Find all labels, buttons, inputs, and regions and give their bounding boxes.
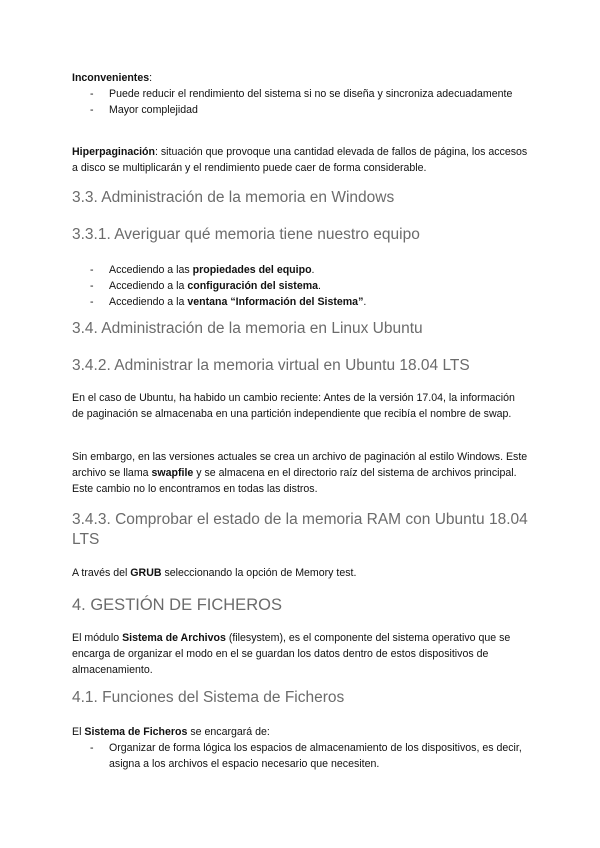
list-item-text: Accediendo a la: [109, 296, 188, 308]
list-item: [72, 102, 528, 118]
list-item-bold: ventana “Información del Sistema”: [187, 296, 364, 308]
hiperpaginacion-term: Hiperpaginación: [72, 146, 155, 158]
heading-3-4-3: 3.4.3. Comprobar el estado de la memoria RAM con Ubuntu 18.04 LTS: [72, 511, 528, 548]
sistema-de-archivos-term: Sistema de Archivos: [122, 632, 226, 644]
inconvenientes-colon: :: [149, 72, 153, 84]
list-item: [72, 262, 528, 278]
ubuntu-paragraph-1: En el caso de Ubuntu, ha habido un cambio reciente: Antes de la versión 17.04, la información de paginación se almacenaba en una partición independiente que recibía el nombre de swap.: [72, 392, 515, 420]
paragraph-text: (filesystem), es el componente del sistema operativo que se encarga de organizar el modo en el se guardan los datos dentro de estos dispositivos de almacenamiento.: [72, 632, 511, 676]
sistema-de-ficheros-term: Sistema de Ficheros: [84, 726, 188, 738]
paragraph-text: El: [72, 726, 85, 738]
heading-4: 4. GESTIÓN DE FICHEROS: [72, 596, 282, 614]
list-item: [72, 86, 528, 102]
list-item-text: Accediendo a las: [109, 264, 193, 276]
list-item-text: Mayor complejidad: [109, 104, 198, 116]
inconvenientes-list: [72, 86, 528, 118]
list-item-text: .: [311, 264, 315, 276]
inconvenientes-label: Inconvenientes: [72, 72, 150, 84]
hiperpaginacion-text: : situación que provoque una cantidad elevada de fallos de página, los accesos a disco se multiplicarán y el rendimiento puede caer de forma considerable.: [72, 146, 528, 174]
inconvenientes-heading: [72, 70, 528, 86]
list-item-bold: propiedades del equipo: [192, 264, 312, 276]
list-item: [72, 278, 528, 294]
modulo-paragraph: [72, 630, 528, 678]
paragraph-text: seleccionando la opción de Memory test.: [161, 567, 357, 579]
list-item: [72, 740, 528, 772]
swapfile-term: swapfile: [151, 467, 194, 479]
list-item-text: .: [318, 280, 321, 292]
hiperpaginacion-paragraph: [72, 144, 528, 176]
heading-3-4: 3.4. Administración de la memoria en Linux Ubuntu: [72, 320, 423, 337]
list-item-text: Accediendo a la: [109, 280, 188, 292]
bullet-dash: -: [90, 88, 94, 100]
list-item-text: .: [363, 296, 367, 308]
bullet-dash: -: [90, 296, 94, 308]
heading-3-3-1: 3.3.1. Averiguar qué memoria tiene nuestro equipo: [72, 226, 420, 243]
heading-3-3: 3.3. Administración de la memoria en Windows: [72, 189, 395, 206]
funciones-list: [72, 740, 528, 772]
paragraph-text: y se almacena en el directorio raíz del sistema de archivos principal. Este cambio no lo encontramos en todas las distros.: [72, 467, 517, 495]
list-item-bold: configuración del sistema: [187, 280, 319, 292]
heading-3-4-2: 3.4.2. Administrar la memoria virtual en Ubuntu 18.04 LTS: [72, 357, 470, 374]
paragraph-text: se encargará de:: [187, 726, 270, 738]
bullet-dash: -: [90, 742, 94, 754]
list-item-text: Organizar de forma lógica los espacios de almacenamiento de los dispositivos, es decir, asigna a los archivos el espacio necesario que necesiten.: [109, 742, 522, 770]
grub-paragraph: [72, 565, 528, 581]
bullet-dash: -: [90, 264, 94, 276]
bullet-dash: -: [90, 104, 94, 116]
heading-4-1: 4.1. Funciones del Sistema de Ficheros: [72, 689, 345, 706]
paragraph-text: El módulo: [72, 632, 123, 644]
paragraph-text: A través del: [72, 567, 131, 579]
bullet-dash: -: [90, 280, 94, 292]
paragraph-text: Sin embargo, en las versiones actuales se crea un archivo de paginación al estilo Windows. Este archivo se llama: [72, 451, 528, 479]
list-item-text: Puede reducir el rendimiento del sistema si no se diseña y sincroniza adecuadamente: [109, 88, 513, 100]
grub-term: GRUB: [130, 567, 162, 579]
funciones-intro: [72, 724, 528, 740]
list-item: [72, 294, 528, 310]
ubuntu-paragraph-2: [72, 449, 528, 497]
windows-list: [72, 262, 528, 310]
